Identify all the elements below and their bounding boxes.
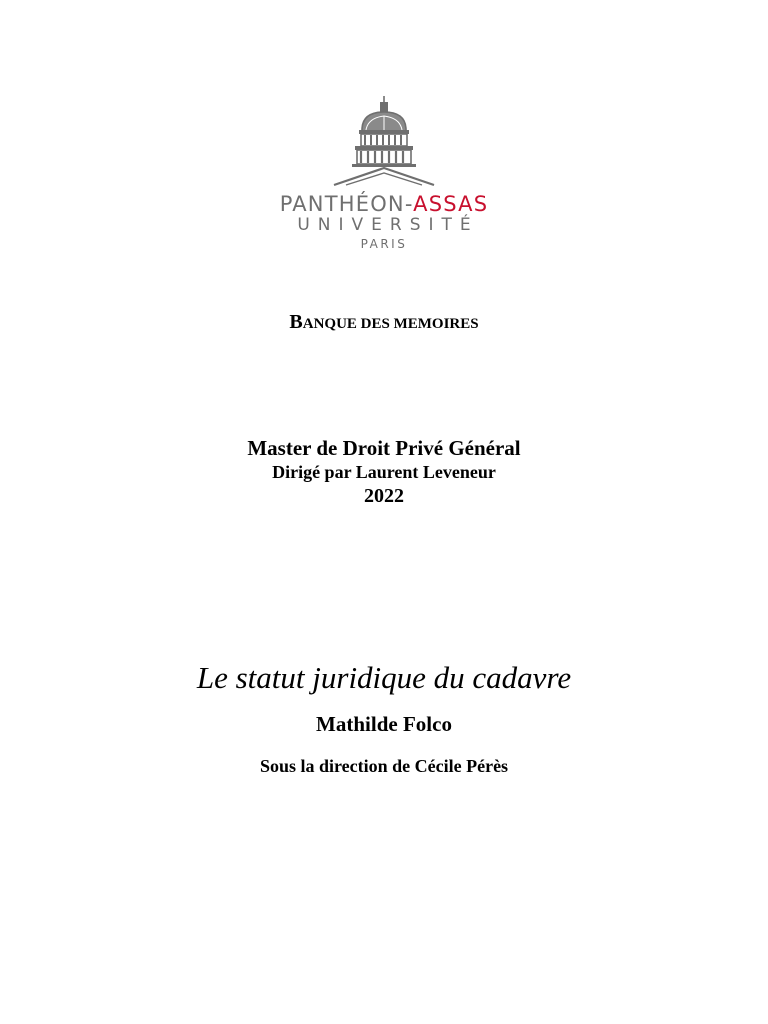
collection-heading bbox=[0, 311, 768, 334]
logo-name bbox=[262, 192, 506, 216]
collection-heading-initial: B bbox=[289, 311, 303, 333]
logo-city: PARIS bbox=[360, 237, 408, 251]
thesis-supervisor: Sous la direction de Cécile Pérès bbox=[259, 756, 509, 776]
pantheon-dome-icon bbox=[262, 82, 506, 192]
collection-heading-rest: ANQUE DES MEMOIRES bbox=[302, 316, 479, 332]
thesis-author: Mathilde Folco bbox=[316, 712, 452, 736]
logo-universite: UNIVERSITÉ bbox=[297, 215, 479, 235]
thesis-title: Le statut juridique du cadavre bbox=[196, 660, 572, 695]
program-director: Dirigé par Laurent Leveneur bbox=[272, 462, 496, 482]
logo-name-part2: ASSAS bbox=[413, 192, 489, 216]
year: 2022 bbox=[364, 485, 404, 507]
degree-title: Master de Droit Privé Général bbox=[247, 436, 521, 460]
logo-name-part1: PANTHÉON- bbox=[279, 192, 414, 216]
university-logo bbox=[262, 82, 506, 262]
